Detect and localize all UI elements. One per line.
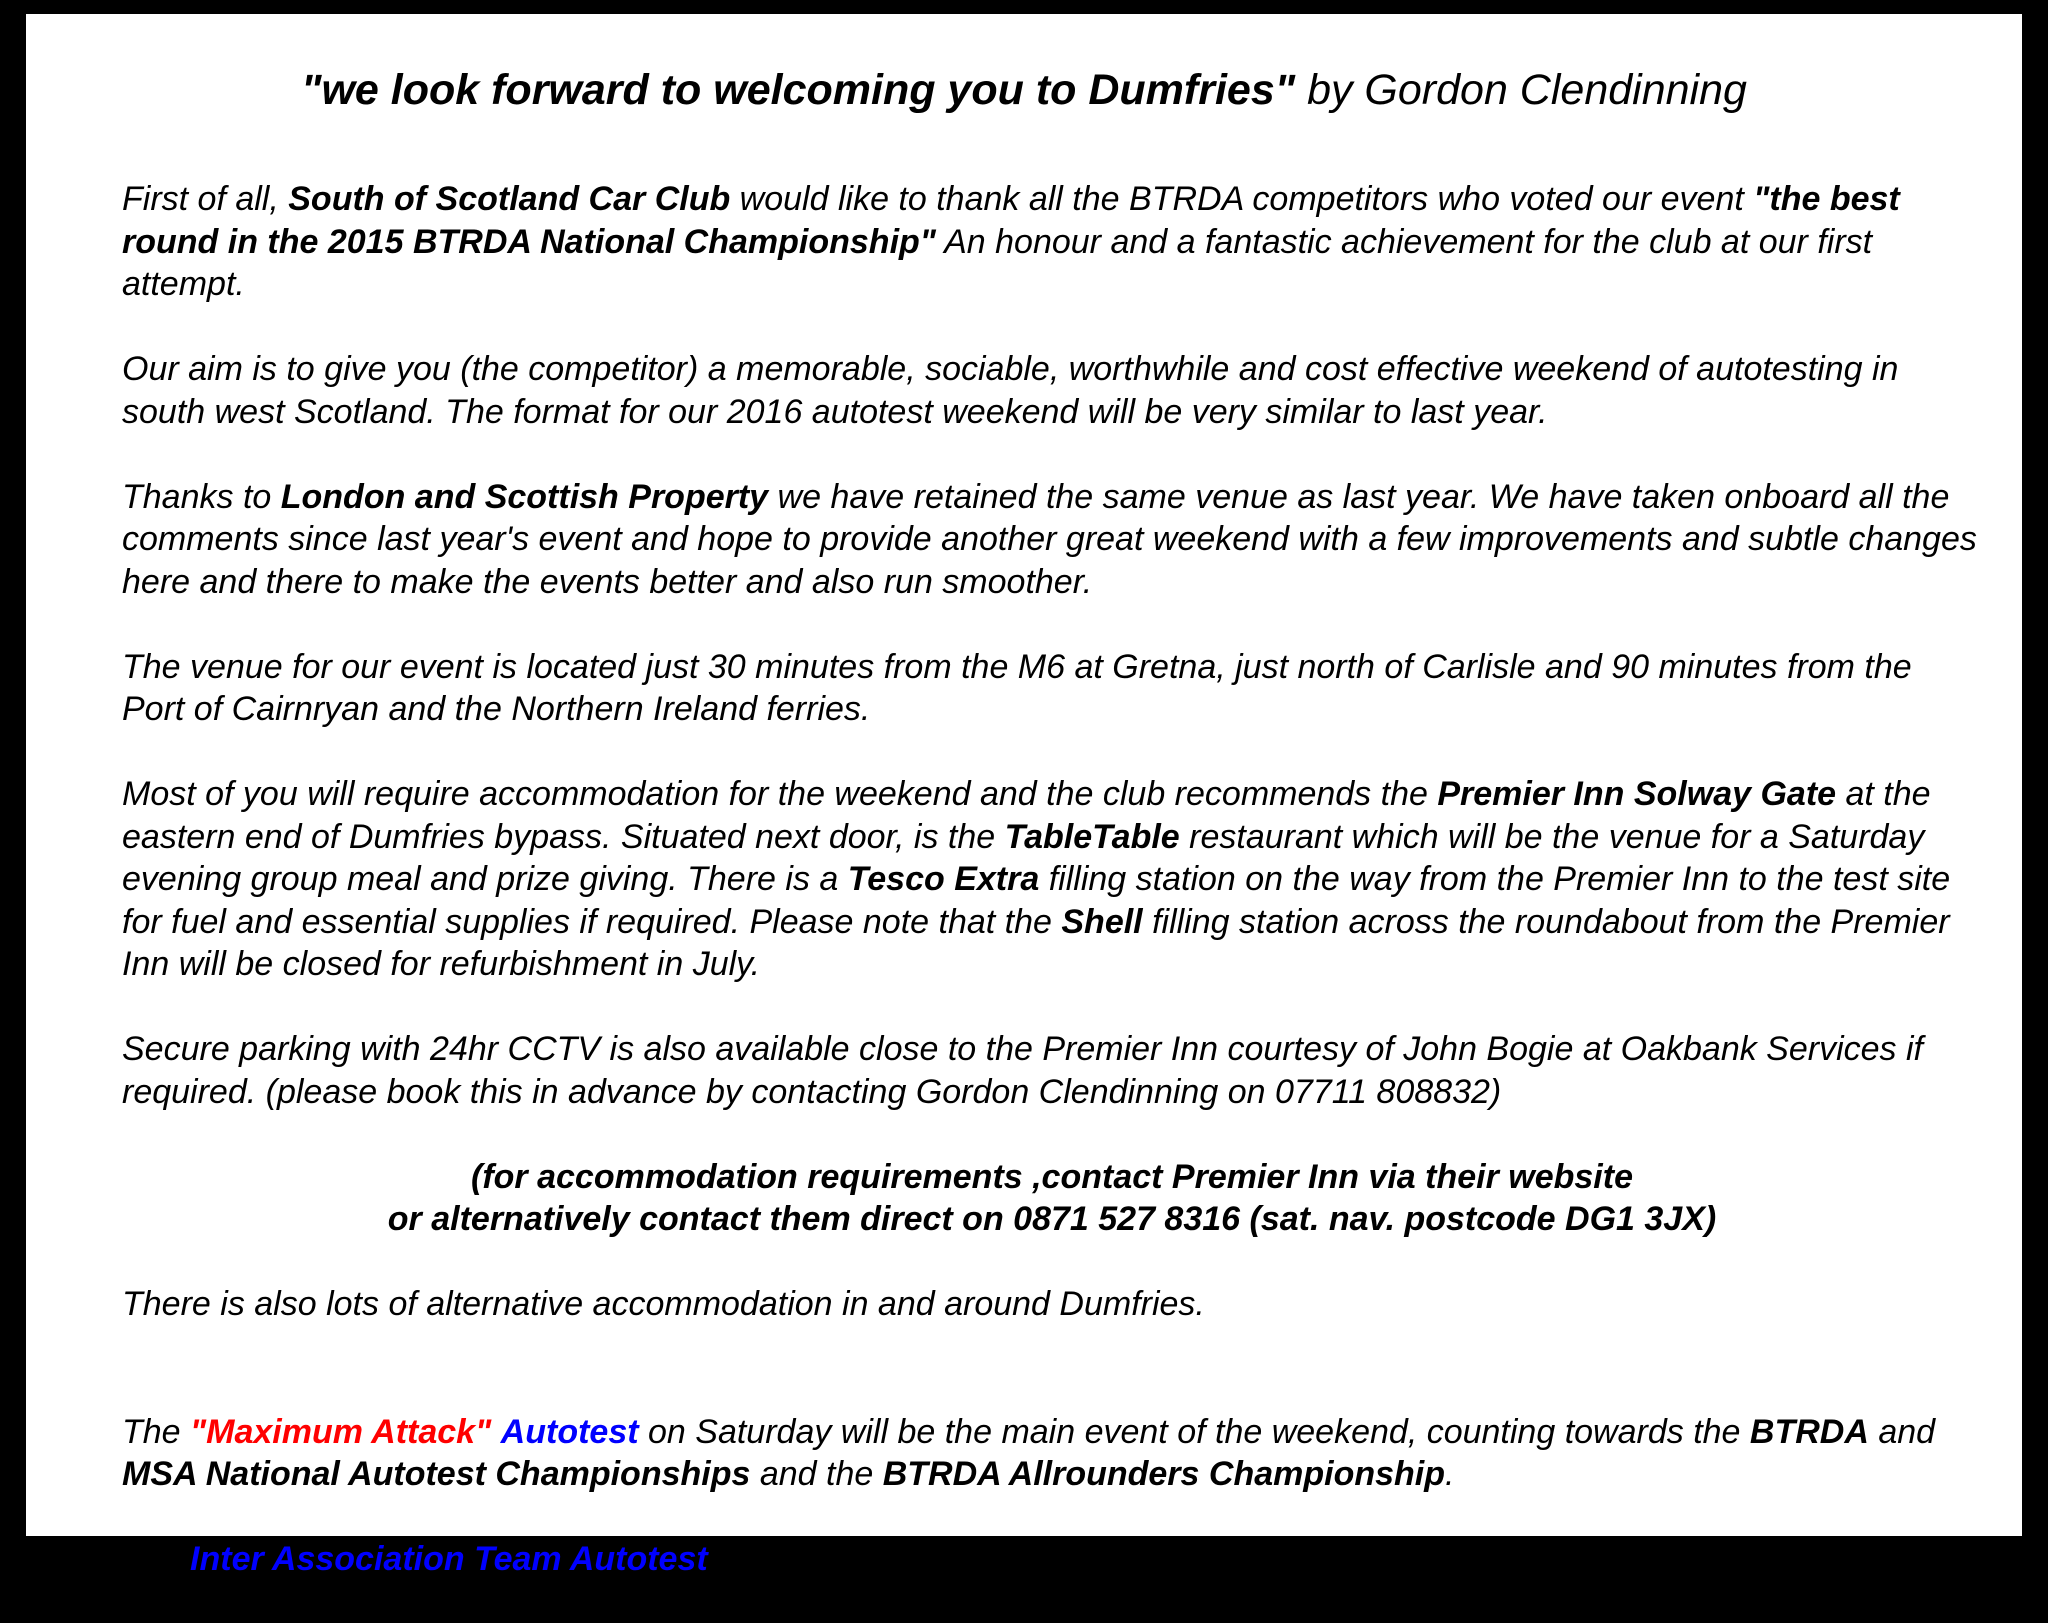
paragraph-alternative-accommodation: There is also lots of alternative accommodation in and around Dumfries. xyxy=(122,1285,1205,1323)
paragraph-accommodation xyxy=(122,773,1982,986)
text-run: at the eastern end of Dumfries bypass. Situated next door, is the xyxy=(122,775,1931,856)
text-run: would like to thank all the BTRDA competitors who voted our event xyxy=(730,180,1754,218)
restaurant-name: TableTable xyxy=(1004,817,1180,856)
text-run: Most of you will require accommodation for the weekend and the club recommends the xyxy=(122,775,1438,813)
contact-line-2: or alternatively contact them direct on 0871 527 8316 (sat. nav. postcode DG1 3JX) xyxy=(387,1200,1717,1238)
text-run: The xyxy=(122,1412,191,1451)
club-name: South of Scotland Car Club xyxy=(288,180,731,218)
text-run: The xyxy=(122,1540,191,1578)
text-run xyxy=(491,1413,500,1451)
text-run: filling station on the way from the Premier Inn to the test site for fuel and essential supplies if required. Please note that the xyxy=(122,860,1951,941)
paragraph-venue-sponsor xyxy=(122,476,1982,604)
paragraph-maximum-attack xyxy=(122,1411,1982,1496)
hotel-name: Premier Inn Solway Gate xyxy=(1437,775,1837,813)
article-body xyxy=(122,178,1982,1623)
text-run: First of all, xyxy=(122,180,289,218)
championship-name: BTRDA Allrounders Championship xyxy=(882,1455,1445,1493)
title-byline: by Gordon Clendinning xyxy=(1295,66,1747,114)
document-page xyxy=(26,14,2022,1578)
paragraph-team-autotest xyxy=(122,1538,1982,1581)
page-title xyxy=(26,66,2022,115)
paragraph-location: The venue for our event is located just 30 minutes from the M6 at Gretna, just north of Carlisle and 90 minutes from the Port of Cairnryan and the Northern Ireland ferries. xyxy=(122,647,1912,728)
filling-station-name: Tesco Extra xyxy=(847,860,1040,898)
title-quote: "we look forward to welcoming you to Dumfries" xyxy=(301,66,1296,114)
paragraph-parking: Secure parking with 24hr CCTV is also available close to the Premier Inn courtesy of John Bogie at Oakbank Services if required. (please book this in advance by contacting Gordon Clendinning on 07711 808832) xyxy=(122,1030,1923,1111)
contact-line-1: (for accommodation requirements ,contact Premier Inn via their website xyxy=(471,1157,1633,1196)
contact-block xyxy=(122,1156,1982,1241)
blank-line xyxy=(122,1368,1982,1411)
paragraph-aim: Our aim is to give you (the competitor) a memorable, sociable, worthwhile and cost effective weekend of autotesting in south west Scotland. The format for our 2016 autotest weekend will be very similar to last year. xyxy=(122,350,1899,431)
sponsor-name: London and Scottish Property xyxy=(280,477,769,516)
autotest-link[interactable]: Autotest xyxy=(500,1412,639,1451)
text-run: on Saturday will be the main event of the weekend, counting towards the xyxy=(638,1412,1750,1451)
paragraph-thanks xyxy=(122,178,1982,306)
text-run: on Sunday morning will be a "then we tunneo" event for the xyxy=(707,1540,1609,1578)
text-run: we have retained the same venue as last year. We have taken onboard all the comments since last year's event and hope to provide another great weekend with a few improvements and subtle changes here and there to make the events better and also run smoother. xyxy=(122,477,1977,601)
closed-station-name: Shell xyxy=(1061,902,1143,941)
text-run: . xyxy=(1445,1455,1455,1493)
championship-name: MSA National Autotest Championships xyxy=(122,1455,751,1493)
event-name-highlight: "Maximum Attack" xyxy=(190,1412,492,1451)
award-quote: "the best round in the 2015 BTRDA National Championship" xyxy=(122,180,1900,261)
championship-name: BTRDA xyxy=(1749,1412,1869,1451)
text-run: An honour and a fantastic achievement for the club at our first attempt. xyxy=(122,222,1873,303)
text-run: and xyxy=(1868,1412,1936,1451)
text-run: and the xyxy=(750,1455,883,1493)
team-autotest-link[interactable]: Inter Association Team Autotest xyxy=(190,1540,708,1578)
text-run: Thanks to xyxy=(122,477,281,516)
text-run: restaurant which will be the venue for a Saturday evening group meal and prize giving. There is a xyxy=(122,817,1925,898)
text-run: filling station across the roundabout from the Premier Inn will be closed for refurbishment in July. xyxy=(122,902,1950,983)
